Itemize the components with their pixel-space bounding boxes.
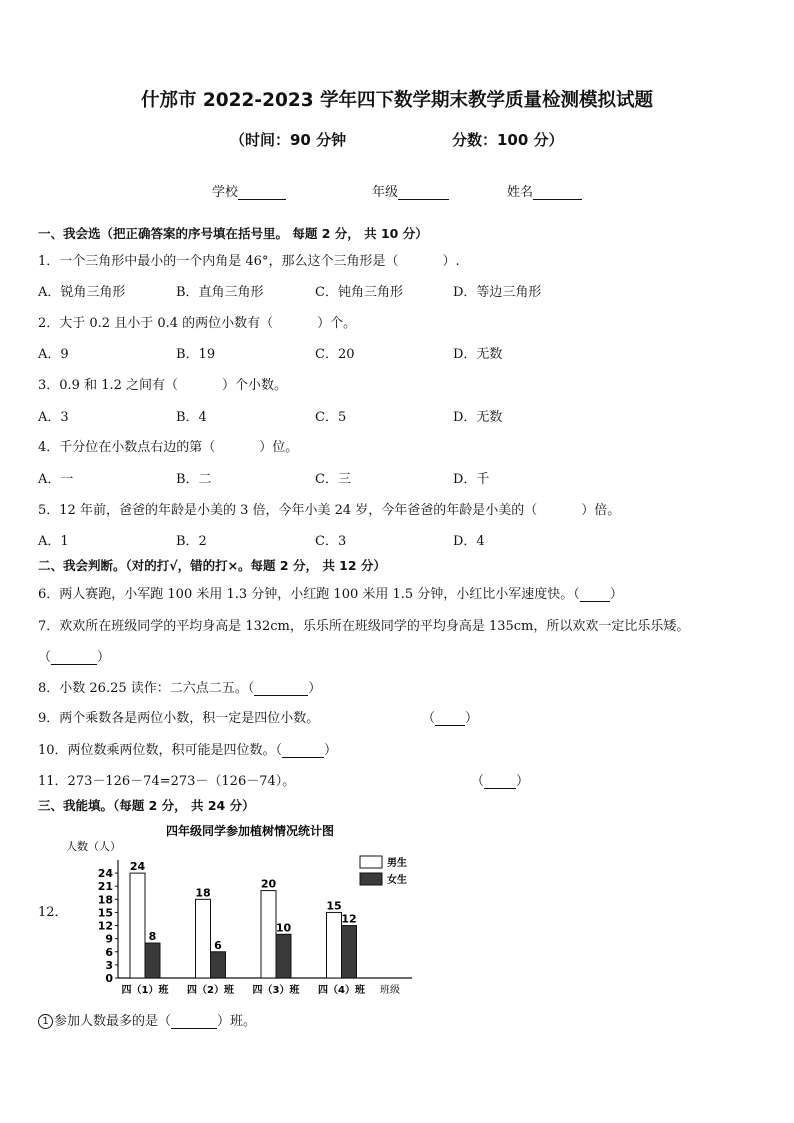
chart-y-tick-label: 15 bbox=[97, 906, 113, 920]
question-8 bbox=[38, 677, 321, 696]
question-1-stem: 1．一个三角形中最小的一个内角是 46°，那么这个三角形是（ bbox=[38, 254, 399, 269]
school-blank[interactable] bbox=[238, 185, 286, 200]
page-title: 什邡市 2022-2023 学年四下数学期末教学质量检测模拟试题 bbox=[140, 90, 654, 111]
grade-field[interactable] bbox=[372, 181, 449, 200]
chart-bar bbox=[145, 943, 160, 978]
chart-legend-swatch bbox=[360, 856, 382, 868]
q4-option-c[interactable]: C．三 bbox=[315, 472, 351, 487]
question-5 bbox=[38, 499, 620, 518]
question-6-answer[interactable] bbox=[580, 587, 610, 602]
q1-option-c[interactable]: C．钝角三角形 bbox=[315, 285, 403, 300]
question-2-stem-end: ）个。 bbox=[317, 316, 357, 331]
question-6-close: ） bbox=[609, 587, 623, 602]
question-12-sub-1 bbox=[38, 1010, 256, 1029]
q2-option-c[interactable]: C．20 bbox=[315, 347, 355, 362]
q3-option-d[interactable]: D．无数 bbox=[453, 410, 503, 425]
chart-bars bbox=[130, 860, 357, 978]
name-field[interactable] bbox=[507, 181, 582, 200]
question-12-sub-1-answer[interactable] bbox=[171, 1014, 217, 1029]
q2-option-b[interactable]: B．19 bbox=[176, 347, 216, 362]
school-label: 学校 bbox=[212, 185, 239, 200]
chart-bar bbox=[327, 912, 342, 978]
chart-data-label: 10 bbox=[275, 921, 292, 935]
question-3 bbox=[38, 374, 287, 393]
chart-legend bbox=[360, 856, 407, 886]
chart-y-tick-label: 12 bbox=[97, 919, 113, 933]
chart-bar bbox=[130, 873, 145, 978]
chart-data-label: 24 bbox=[129, 860, 146, 874]
question-4-stem-end: ）位。 bbox=[259, 440, 299, 455]
chart-y-tick-label: 3 bbox=[105, 958, 113, 972]
question-4 bbox=[38, 436, 298, 455]
chart-data-label: 6 bbox=[214, 938, 222, 952]
bar-chart bbox=[60, 820, 420, 1000]
q3-option-a[interactable]: A．3 bbox=[38, 410, 69, 425]
name-blank[interactable] bbox=[533, 185, 582, 200]
q4-option-a[interactable]: A．一 bbox=[38, 472, 74, 487]
chart-y-tick-label: 0 bbox=[105, 972, 113, 985]
chart-bar bbox=[276, 934, 291, 978]
chart-legend-label: 男生 bbox=[387, 858, 407, 869]
question-3-stem: 3．0.9 和 1.2 之间有（ bbox=[38, 378, 179, 393]
question-10-text: 10．两位数乘两位数，积可能是四位数。（ bbox=[38, 743, 283, 758]
question-5-stem-end: ）倍。 bbox=[581, 503, 621, 518]
question-10-close: ） bbox=[324, 743, 338, 758]
section-1-heading: 一、我会选（把正确答案的序号填在括号里。 每题 2 分， 共 10 分） bbox=[38, 226, 428, 241]
chart-y-tick-label: 21 bbox=[97, 880, 113, 894]
q4-option-d[interactable]: D．千 bbox=[453, 472, 490, 487]
q3-option-c[interactable]: C．5 bbox=[315, 410, 347, 425]
q5-option-b[interactable]: B．2 bbox=[176, 534, 207, 549]
q5-option-a[interactable]: A．1 bbox=[38, 534, 69, 549]
chart-legend-label: 女生 bbox=[387, 875, 407, 886]
q1-option-d[interactable]: D．等边三角形 bbox=[453, 285, 542, 300]
chart-x-labels bbox=[122, 983, 366, 996]
section-3-heading: 三、我能填。（每题 2 分， 共 24 分） bbox=[38, 798, 255, 813]
question-9-open: （ bbox=[422, 711, 436, 726]
question-4-stem: 4．千分位在小数点右边的第（ bbox=[38, 440, 216, 455]
question-7-answer[interactable] bbox=[51, 650, 97, 665]
chart-data-label: 20 bbox=[260, 877, 277, 891]
question-7: 7．欢欢所在班级同学的平均身高是 132cm，乐乐所在班级同学的平均身高是 135cm，所以欢欢一定比乐乐矮。 bbox=[38, 619, 690, 634]
exam-time: （时间：90 分钟 bbox=[230, 131, 347, 149]
exam-score: 分数：100 分） bbox=[452, 131, 564, 149]
chart-bar bbox=[342, 926, 357, 978]
question-10-answer[interactable] bbox=[282, 743, 324, 758]
question-5-stem: 5．12 年前，爸爸的年龄是小美的 3 倍，今年小美 24 岁，今年爸爸的年龄是小美的（ bbox=[38, 503, 538, 518]
question-7-close: ） bbox=[97, 650, 111, 665]
q2-option-a[interactable]: A．9 bbox=[38, 347, 69, 362]
question-9: 9．两个乘数各是两位小数，积一定是四位小数。 bbox=[38, 711, 320, 726]
q1-option-a[interactable]: A．锐角三角形 bbox=[38, 285, 126, 300]
grade-label: 年级 bbox=[372, 185, 399, 200]
question-12-sub-1-text-end: ）班。 bbox=[217, 1014, 257, 1029]
question-8-close: ） bbox=[308, 681, 322, 696]
chart-y-tick-label: 6 bbox=[105, 945, 113, 959]
question-11-close: ） bbox=[516, 774, 530, 789]
question-1-stem-end: ）. bbox=[442, 254, 460, 269]
question-6-text: 6．两人赛跑，小军跑 100 米用 1.3 分钟，小红跑 100 米用 1.5 分钟，小红比小军速度快。（ bbox=[38, 587, 580, 602]
question-12-label: 12． bbox=[38, 905, 68, 920]
question-9-close: ） bbox=[465, 711, 479, 726]
question-3-stem-end: ）个小数。 bbox=[222, 378, 288, 393]
chart-legend-swatch bbox=[360, 873, 382, 885]
question-7-open: （ bbox=[38, 650, 52, 665]
grade-blank[interactable] bbox=[398, 185, 449, 200]
question-6 bbox=[38, 583, 623, 602]
circled-number: 1 bbox=[38, 1014, 53, 1029]
chart-x-tick-label: 四（3）班 bbox=[252, 985, 300, 996]
chart-x-tick-label: 四（1）班 bbox=[121, 985, 169, 996]
question-12-sub-1-text: 参加人数最多的是（ bbox=[54, 1014, 172, 1029]
q5-option-d[interactable]: D．4 bbox=[453, 534, 485, 549]
question-7-answer-line bbox=[38, 646, 110, 665]
chart-x-tick-label: 四（4）班 bbox=[318, 985, 365, 996]
question-8-answer[interactable] bbox=[254, 681, 308, 696]
question-11-answer[interactable] bbox=[484, 774, 516, 789]
school-field[interactable] bbox=[212, 181, 286, 200]
question-2-stem: 2．大于 0.2 且小于 0.4 的两位小数有（ bbox=[38, 316, 274, 331]
chart-y-tick-label: 24 bbox=[97, 867, 113, 881]
question-1 bbox=[38, 250, 460, 269]
chart-title: 四年级同学参加植树情况统计图 bbox=[165, 824, 335, 838]
question-9-answer-line bbox=[422, 707, 478, 726]
q2-option-d[interactable]: D．无数 bbox=[453, 347, 503, 362]
question-2 bbox=[38, 312, 356, 331]
chart-y-axis-label: 人数（人） bbox=[66, 840, 121, 853]
chart-bar bbox=[211, 952, 226, 978]
question-11: 11．273－126－74=273－（126－74）。 bbox=[38, 774, 296, 789]
chart-x-axis-label: 班级 bbox=[380, 985, 400, 996]
question-11-answer-line bbox=[471, 770, 529, 789]
question-10 bbox=[38, 739, 337, 758]
chart-data-label: 15 bbox=[326, 899, 342, 913]
question-9-answer[interactable] bbox=[435, 711, 465, 726]
chart-y-ticks bbox=[98, 867, 118, 985]
chart-data-label: 12 bbox=[341, 912, 357, 926]
chart-bar bbox=[196, 899, 211, 978]
chart-data-label: 8 bbox=[148, 930, 157, 944]
q1-option-b[interactable]: B．直角三角形 bbox=[176, 285, 264, 300]
q5-option-c[interactable]: C．3 bbox=[315, 534, 347, 549]
chart-data-label: 18 bbox=[195, 886, 211, 900]
q3-option-b[interactable]: B．4 bbox=[176, 410, 207, 425]
q4-option-b[interactable]: B．二 bbox=[176, 472, 212, 487]
chart-bar bbox=[261, 891, 276, 978]
chart-y-tick-label: 18 bbox=[97, 893, 113, 907]
question-11-open: （ bbox=[471, 774, 485, 789]
name-label: 姓名 bbox=[507, 185, 534, 200]
chart-x-tick-label: 四（2）班 bbox=[187, 985, 234, 996]
question-8-text: 8．小数 26.25 读作：二六点二五。（ bbox=[38, 681, 255, 696]
section-2-heading: 二、我会判断。（对的打√，错的打×。每题 2 分， 共 12 分） bbox=[38, 558, 386, 573]
chart-y-tick-label: 9 bbox=[105, 932, 113, 946]
